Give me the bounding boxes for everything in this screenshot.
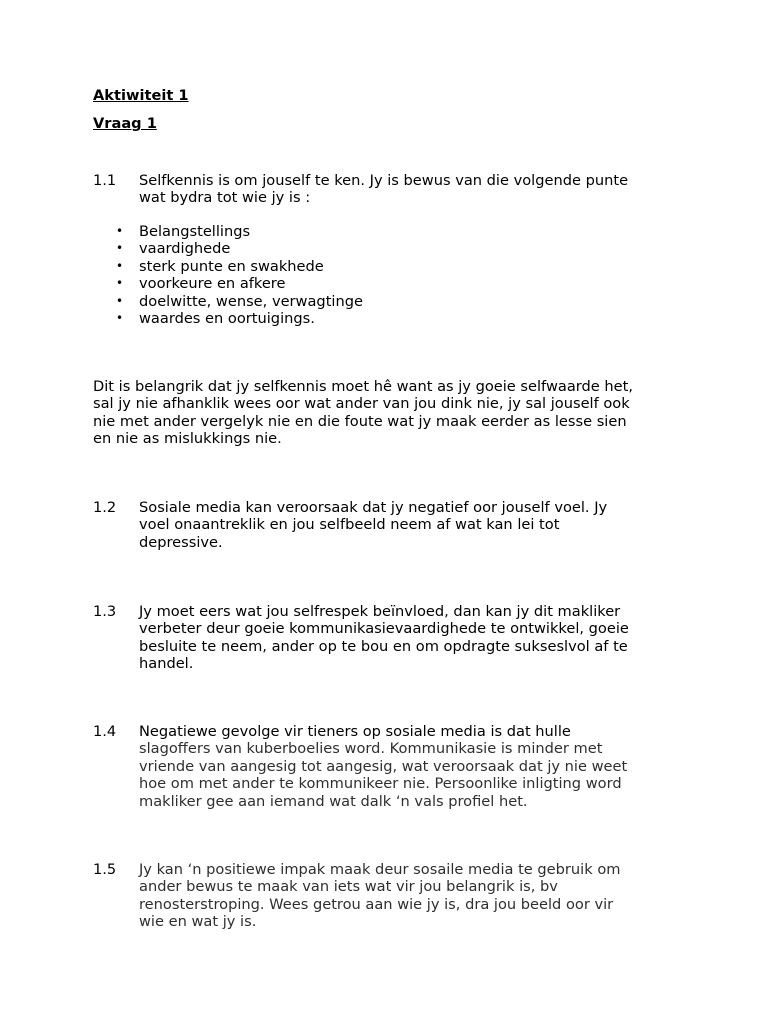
list-item — [93, 293, 363, 310]
list-item — [93, 258, 363, 275]
text-line: besluite te neem, ander op te bou en om opdragte sukseslvol af te — [139, 637, 628, 655]
text-line: en nie as mislukkings nie. — [93, 430, 282, 448]
text-line: Negatiewe gevolge vir tieners op sosiale media is dat hulle — [139, 723, 571, 740]
list-item-text: voorkeure en afkere — [139, 275, 286, 293]
text-line: Selfkennis is om jouself te ken. Jy is bewus van die volgende punte — [139, 172, 629, 189]
text-line: nie met ander vergelyk nie en die foute wat jy maak eerder as lesse sien — [93, 412, 627, 430]
answer-1-3 — [93, 603, 673, 673]
answer-number: 1.3 — [93, 603, 117, 620]
text-line: handel. — [139, 655, 194, 673]
text-line: voel onaantreklik en jou selfbeeld neem af wat kan lei tot — [139, 516, 560, 534]
answer-number: 1.1 — [93, 172, 117, 189]
document-page — [93, 0, 693, 1024]
text-line: Sosiale media kan veroorsaak dat jy negatief oor jouself voel. Jy — [139, 499, 608, 516]
answer-text — [139, 603, 673, 673]
bullet-icon: • — [116, 258, 124, 273]
text-line: makliker gee aan iemand wat dalk ‘n vals profiel het. — [139, 792, 528, 810]
text-line: hoe om met ander te kommunikeer nie. Persoonlike inligting word — [139, 775, 622, 793]
bullet-icon: • — [116, 224, 124, 238]
body-paragraph — [93, 378, 683, 448]
text-line: depressive. — [139, 533, 223, 551]
text-line: wat bydra tot wie jy is : — [139, 189, 311, 207]
list-item-text: Belangstellings — [139, 223, 251, 240]
answer-1-4 — [93, 723, 673, 810]
list-item — [93, 310, 363, 327]
text-line: sal jy nie afhanklik wees oor wat ander van jou dink nie, jy sal jouself ook — [93, 395, 630, 413]
answer-number: 1.2 — [93, 499, 117, 516]
answer-1-5 — [93, 861, 673, 931]
text-line: verbeter deur goeie kommunikasievaardighede te ontwikkel, goeie — [139, 620, 629, 638]
answer-number: 1.5 — [93, 861, 117, 878]
answer-1-1 — [93, 172, 673, 207]
list-item-text: sterk punte en swakhede — [139, 257, 324, 275]
text-line: slagoffers van kuberboelies word. Kommunikasie is minder met — [139, 740, 603, 758]
answer-text — [139, 723, 673, 810]
answer-text — [139, 499, 673, 551]
answer-text — [139, 861, 673, 931]
text-line: renosterstroping. Wees getrou aan wie jy is, dra jou beeld oor vir — [139, 895, 614, 913]
answer-number: 1.4 — [93, 723, 117, 740]
answer-text — [139, 172, 673, 207]
bullet-icon: • — [116, 293, 124, 308]
bullet-icon: • — [116, 241, 124, 256]
text-line: Dit is belangrik dat jy selfkennis moet hê want as jy goeie selfwaarde het, — [93, 378, 633, 395]
list-item — [93, 275, 363, 292]
question-heading: Vraag 1 — [93, 115, 157, 132]
text-line: vriende van aangesig tot aangesig, wat veroorsaak dat jy nie weet — [139, 757, 628, 775]
list-item-text: vaardighede — [139, 240, 231, 258]
text-line: Jy moet eers wat jou selfrespek beïnvloed, dan kan jy dit makliker — [139, 603, 621, 620]
bullet-list — [93, 223, 363, 327]
list-item-text: doelwitte, wense, verwagtinge — [139, 292, 363, 310]
text-line: wie en wat jy is. — [139, 913, 257, 931]
text-line: Jy kan ‘n positiewe impak maak deur sosaile media te gebruik om — [139, 861, 621, 878]
text-line: ander bewus te maak van iets wat vir jou belangrik is, bv — [139, 878, 558, 896]
bullet-icon: • — [116, 276, 124, 291]
activity-heading: Aktiwiteit 1 — [93, 87, 189, 104]
answer-1-2 — [93, 499, 673, 551]
list-item — [93, 223, 363, 240]
list-item — [93, 240, 363, 257]
bullet-icon: • — [116, 311, 124, 326]
list-item-text: waardes en oortuigings. — [139, 310, 315, 328]
